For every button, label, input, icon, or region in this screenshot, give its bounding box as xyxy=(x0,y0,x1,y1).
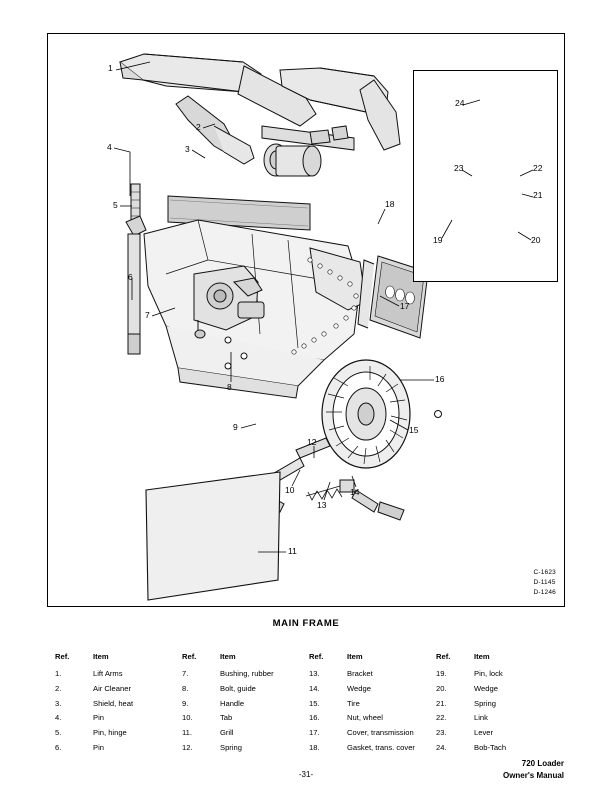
callout-17: 17 xyxy=(400,301,410,311)
callout-14: 14 xyxy=(350,487,360,497)
column-header-ref: Ref. xyxy=(436,652,451,661)
part-ref: 16. xyxy=(309,713,320,723)
parts-row xyxy=(55,670,182,678)
part-ref: 13. xyxy=(309,669,320,678)
part-item: Handle xyxy=(220,698,245,708)
part-ref: 9. xyxy=(182,698,189,708)
parts-row xyxy=(309,744,436,752)
part-ref: 19. xyxy=(436,669,447,678)
parts-row xyxy=(436,714,563,722)
part-item: Wedge xyxy=(474,683,498,693)
part-ref: 23. xyxy=(436,728,447,738)
part-ref: 24. xyxy=(436,742,447,752)
callout-8: 8 xyxy=(227,382,232,392)
lift-arms-assembly xyxy=(120,54,400,176)
part-item: Bob-Tach xyxy=(474,742,507,752)
part-item: Spring xyxy=(474,698,496,708)
part-ref: 3. xyxy=(55,698,62,708)
column-header-item: Item xyxy=(220,652,236,661)
parts-row xyxy=(55,744,182,752)
parts-row xyxy=(55,729,182,737)
tire xyxy=(322,360,445,468)
drawing-number: D-1246 xyxy=(533,588,556,596)
grill xyxy=(146,472,280,600)
part-item: Link xyxy=(474,713,488,723)
part-ref: 4. xyxy=(55,713,62,723)
parts-row xyxy=(309,670,436,678)
figure-caption: MAIN FRAME xyxy=(272,618,340,629)
part-item: Tire xyxy=(347,698,360,708)
parts-row xyxy=(55,685,182,693)
drawing-number: C-1623 xyxy=(533,568,556,576)
part-item: Lever xyxy=(474,728,493,738)
column-header-ref: Ref. xyxy=(309,652,324,661)
pin-hinge-5 xyxy=(126,216,146,354)
parts-row xyxy=(309,729,436,737)
callout-2: 2 xyxy=(196,122,201,132)
footer-manual-name: Owner's Manual xyxy=(502,770,564,780)
part-ref: 11. xyxy=(182,728,192,738)
drawing-numbers xyxy=(533,568,556,598)
parts-column-1 xyxy=(55,652,182,759)
parts-row xyxy=(55,714,182,722)
part-item: Spring xyxy=(220,742,242,752)
parts-column-2 xyxy=(182,652,309,759)
part-ref: 7. xyxy=(182,669,189,678)
parts-row xyxy=(309,700,436,708)
parts-row xyxy=(436,744,563,752)
part-item: Grill xyxy=(220,728,234,738)
parts-list xyxy=(55,652,563,759)
part-item: Pin, lock xyxy=(474,669,503,678)
part-item: Lift Arms xyxy=(93,669,123,678)
parts-row xyxy=(436,700,563,708)
part-ref: 18. xyxy=(309,742,320,752)
part-item: Shield, heat xyxy=(93,698,134,708)
part-ref: 8. xyxy=(182,683,189,693)
callout-16: 16 xyxy=(435,374,445,384)
part-item: Gasket, trans. cover xyxy=(347,742,415,752)
part-ref: 10. xyxy=(182,713,193,723)
parts-row xyxy=(55,700,182,708)
parts-row xyxy=(309,714,436,722)
part-item: Wedge xyxy=(347,683,371,693)
parts-row xyxy=(436,670,563,678)
part-ref: 17. xyxy=(309,728,320,738)
part-ref: 20. xyxy=(436,683,447,693)
parts-header xyxy=(55,652,182,661)
callout-6: 6 xyxy=(128,272,133,282)
part-item: Nut, wheel xyxy=(347,713,383,723)
callout-24: 24 xyxy=(455,98,465,108)
footer-model: 720 Loader xyxy=(521,759,564,768)
parts-row xyxy=(436,685,563,693)
part-item: Tab xyxy=(220,713,233,723)
callout-3: 3 xyxy=(185,144,190,154)
parts-column-4 xyxy=(436,652,563,759)
callout-4: 4 xyxy=(107,142,112,152)
callout-13: 13 xyxy=(317,500,327,510)
part-ref: 6. xyxy=(55,742,62,752)
parts-header xyxy=(436,652,563,661)
part-item: Pin, hinge xyxy=(93,728,127,738)
column-header-item: Item xyxy=(93,652,109,661)
part-ref: 14. xyxy=(309,683,320,693)
parts-row xyxy=(182,685,309,693)
callout-11: 11 xyxy=(288,546,297,556)
part-ref: 1. xyxy=(55,669,62,678)
parts-header xyxy=(309,652,436,661)
part-ref: 15. xyxy=(309,698,320,708)
drawing-number: D-1145 xyxy=(533,578,556,586)
part-item: Bolt, guide xyxy=(220,683,256,693)
callout-23: 23 xyxy=(454,163,464,173)
bob-tach-inset-frame xyxy=(413,70,558,282)
callout-19: 19 xyxy=(433,235,443,245)
parts-row xyxy=(182,729,309,737)
callout-21: 21 xyxy=(533,190,543,200)
parts-column-3 xyxy=(309,652,436,759)
part-item: Air Cleaner xyxy=(93,683,131,693)
part-ref: 22. xyxy=(436,713,447,723)
part-ref: 2. xyxy=(55,683,62,693)
part-item: Bushing, rubber xyxy=(220,669,274,678)
part-item: Pin xyxy=(93,742,104,752)
callout-15: 15 xyxy=(409,425,419,435)
part-item: Bracket xyxy=(347,669,373,678)
callout-18: 18 xyxy=(385,199,395,209)
figure-frame xyxy=(47,33,565,607)
part-item: Pin xyxy=(93,713,104,723)
parts-row xyxy=(182,744,309,752)
callout-22: 22 xyxy=(533,163,543,173)
part-ref: 12. xyxy=(182,742,193,752)
parts-row xyxy=(182,714,309,722)
column-header-item: Item xyxy=(347,652,363,661)
callout-5: 5 xyxy=(113,200,118,210)
parts-row xyxy=(436,729,563,737)
callout-12: 12 xyxy=(307,437,317,447)
main-chassis xyxy=(144,220,366,398)
parts-row xyxy=(309,685,436,693)
callout-9: 9 xyxy=(233,422,238,432)
parts-row xyxy=(182,670,309,678)
page-number: -31- xyxy=(298,770,314,779)
callout-7: 7 xyxy=(145,310,150,320)
parts-row xyxy=(182,700,309,708)
column-header-ref: Ref. xyxy=(55,652,70,661)
parts-header xyxy=(182,652,309,661)
part-ref: 21. xyxy=(436,698,447,708)
column-header-ref: Ref. xyxy=(182,652,197,661)
part-ref: 5. xyxy=(55,728,62,738)
callout-10: 10 xyxy=(285,485,295,495)
callout-1: 1 xyxy=(108,63,113,73)
callout-20: 20 xyxy=(531,235,541,245)
column-header-item: Item xyxy=(474,652,490,661)
part-item: Cover, transmission xyxy=(347,728,414,738)
